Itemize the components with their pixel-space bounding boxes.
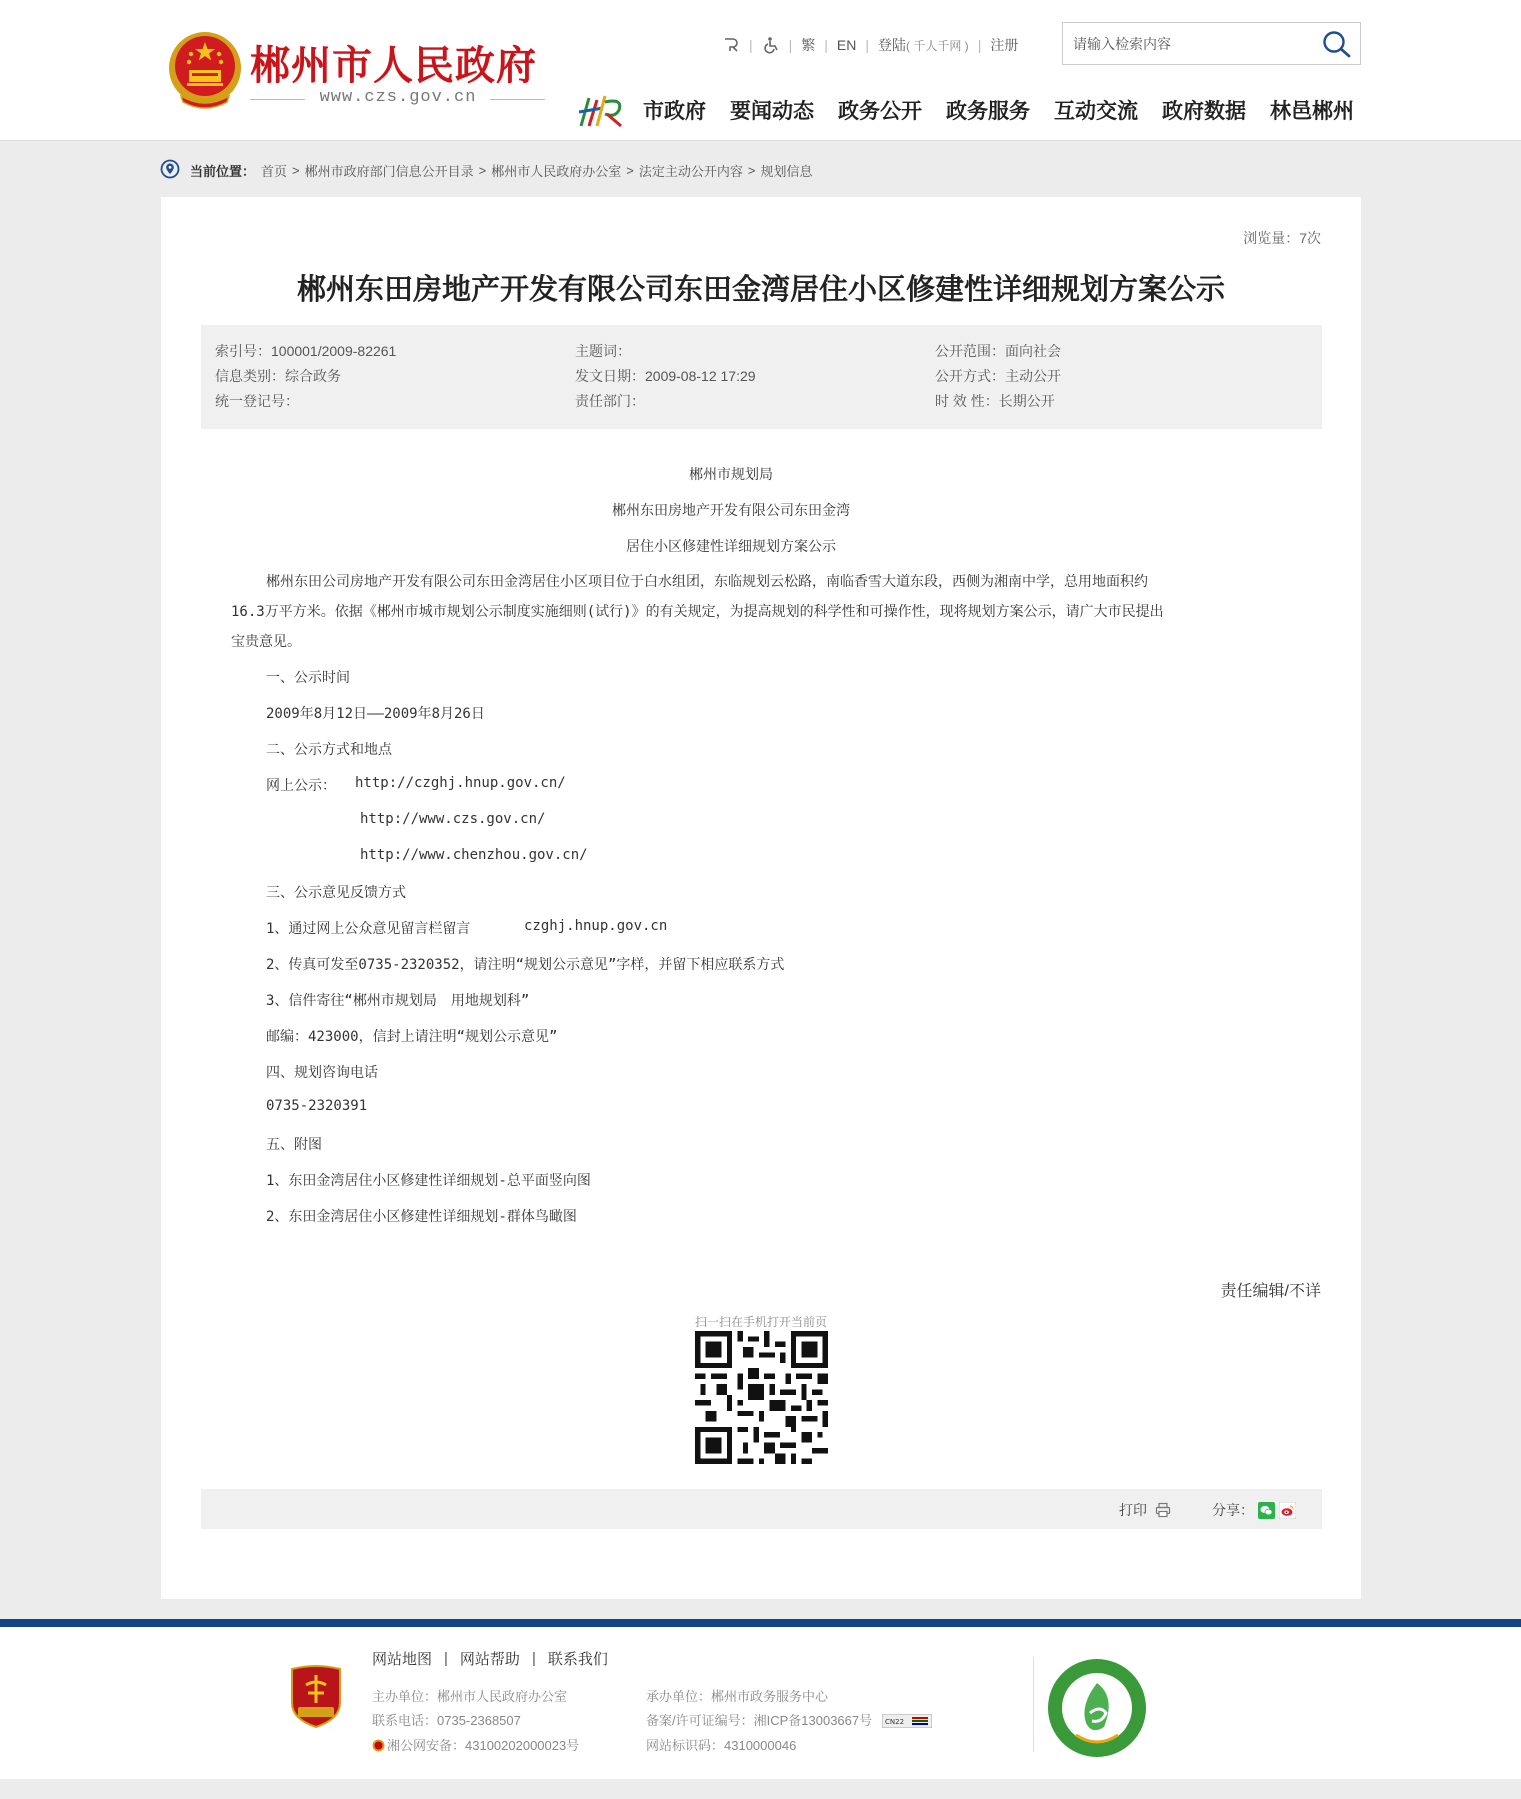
breadcrumb-item-directory[interactable]: 郴州市政府部门信息公开目录 [304, 163, 474, 179]
footer-accent-bar [0, 1619, 1521, 1627]
breadcrumb [160, 159, 812, 181]
separator: | [824, 37, 828, 53]
accessibility-reader-icon[interactable] [722, 36, 740, 54]
icp-badge-icon [882, 1714, 932, 1728]
city-logo-icon [575, 88, 627, 132]
login-link[interactable]: 登陆 [878, 37, 907, 53]
breadcrumb-item-statutory[interactable]: 法定主动公开内容 [638, 163, 743, 179]
footer-police[interactable]: 湘公网安备：43100202000023号 [387, 1738, 580, 1753]
breadcrumb-item-planning[interactable]: 规划信息 [760, 163, 813, 179]
link-url[interactable]: http://czghj.hnup.gov.cn/ [355, 775, 566, 791]
body-paragraph-line: 郴州东田公司房地产开发有限公司东田金湾居住小区项目位于白水组团，东临规划云松路，南临香雪大道东段，西侧为湘南中学，总用地面积约 [266, 574, 1148, 590]
nav-item-government-data[interactable]: 政府数据 [1162, 99, 1246, 123]
meta-category: 信息类别：综合政务 [215, 368, 341, 384]
divider-line [250, 99, 305, 100]
nav-item-city-government[interactable]: 市政府 [643, 99, 706, 123]
footer-links [372, 1648, 608, 1669]
link-url[interactable]: czghj.hnup.gov.cn [524, 918, 668, 934]
body-text: 2、传真可发至0735-2320352，请注明“规划公示意见”字样，并留下相应联系方式 [266, 957, 785, 973]
party-government-badge-icon[interactable] [288, 1663, 344, 1729]
breadcrumb-separator: > [292, 162, 300, 178]
site-url-row [250, 88, 545, 110]
link-url[interactable]: http://www.chenzhou.gov.cn/ [360, 847, 588, 863]
meta-department: 责任部门： [575, 393, 645, 409]
section-heading: 四、规划咨询电话 [266, 1065, 378, 1081]
breadcrumb-separator: > [747, 162, 756, 178]
footer-undertaker: 承办单位：郴州市政务服务中心 [646, 1689, 829, 1704]
nav-item-news[interactable]: 要闻动态 [730, 99, 814, 123]
article-title: 郴州东田房地产开发有限公司东田金湾居住小区修建性详细规划方案公示 [296, 272, 1225, 306]
meta-reg-no: 统一登记号： [215, 393, 299, 409]
body-text: 2009年8月12日——2009年8月26日 [266, 706, 485, 722]
site-header [0, 0, 1521, 141]
qr-label: 扫一扫在手机打开当前页 [694, 1315, 827, 1329]
body-text: 0735-2320391 [266, 1098, 368, 1114]
section-heading: 一、公示时间 [266, 670, 350, 686]
breadcrumb-label: 当前位置： [190, 163, 256, 179]
meta-validity: 时 效 性：长期公开 [935, 393, 1055, 409]
breadcrumb-item-office[interactable]: 郴州市人民政府办公室 [491, 163, 622, 179]
printer-icon [1155, 1502, 1171, 1518]
national-emblem-icon[interactable] [167, 26, 243, 112]
civilization-city-logo-icon[interactable] [1046, 1657, 1148, 1759]
body-subtitle: 郴州东田房地产开发有限公司东田金湾 [612, 503, 850, 519]
login-note: ( 千人千网 ) [906, 38, 969, 53]
body-paragraph-line: 宝贵意见。 [231, 634, 301, 650]
separator: | [865, 37, 870, 53]
english-link[interactable]: EN [836, 37, 857, 53]
meta-index-no: 索引号：100001/2009-82261 [215, 343, 397, 359]
article-toolbar [201, 1489, 1322, 1529]
breadcrumb-item-home[interactable]: 首页 [261, 163, 288, 179]
print-label: 打印 [1119, 1502, 1147, 1518]
site-title[interactable]: 郴州市人民政府 [250, 43, 537, 89]
section-heading: 三、公示意见反馈方式 [266, 885, 406, 901]
separator: | [444, 1650, 448, 1667]
print-button[interactable] [1119, 1500, 1171, 1520]
meta-issue-date: 发文日期：2009-08-12 17:29 [575, 368, 756, 384]
link-url[interactable]: http://www.czs.gov.cn/ [360, 811, 546, 827]
body-text: 邮编：423000，信封上请注明“规划公示意见” [266, 1029, 558, 1045]
breadcrumb-separator: > [626, 162, 634, 178]
body-text: 3、信件寄往“郴州市规划局 用地规划科” [266, 993, 530, 1009]
divider-line [490, 99, 545, 100]
footer-icp-row [646, 1710, 932, 1729]
qr-code-icon [695, 1331, 828, 1464]
nav-item-linyi-chenzhou[interactable]: 林邑郴州 [1270, 99, 1354, 123]
wechat-icon[interactable] [1258, 1502, 1275, 1519]
article-panel [161, 197, 1361, 1599]
footer-icp[interactable]: 备案/许可证编号：湘ICP备13003667号 [646, 1713, 873, 1728]
attachment-link[interactable]: 1、东田金湾居住小区修建性详细规划-总平面竖向图 [266, 1173, 591, 1189]
footer-police-row [372, 1735, 579, 1754]
location-pin-icon [160, 159, 180, 181]
body-org: 郴州市规划局 [689, 467, 773, 483]
register-link[interactable]: 注册 [990, 37, 1019, 53]
top-utility-bar [722, 34, 1018, 56]
main-nav [575, 90, 1354, 130]
weibo-icon[interactable] [1279, 1502, 1296, 1519]
footer-site-id: 网站标识码：4310000046 [646, 1738, 797, 1753]
separator: | [749, 37, 753, 53]
section-heading: 二、公示方式和地点 [266, 742, 392, 758]
traditional-chinese-link[interactable]: 繁 [801, 37, 816, 53]
footer-divider [1033, 1657, 1034, 1752]
section-heading: 五、附图 [266, 1137, 322, 1153]
attachment-link[interactable]: 2、东田金湾居住小区修建性详细规划-群体鸟瞰图 [266, 1209, 577, 1225]
view-count: 浏览量：7次 [1243, 230, 1321, 246]
separator: | [788, 37, 793, 53]
footer-phone: 联系电话：0735-2368507 [372, 1713, 521, 1728]
footer-link-sitemap[interactable]: 网站地图 [372, 1651, 433, 1668]
separator: | [531, 1650, 536, 1667]
body-text: 网上公示： [266, 778, 336, 794]
share-label: 分享： [1212, 1502, 1254, 1518]
meta-keywords: 主题词： [575, 343, 631, 359]
search-icon[interactable] [1322, 30, 1352, 58]
search-box [1062, 22, 1361, 65]
site-url: www.czs.gov.cn [319, 88, 477, 107]
search-input[interactable] [1063, 23, 1313, 64]
site-footer [0, 1627, 1521, 1779]
responsible-editor: 责任编辑/不详 [1220, 1283, 1321, 1300]
nav-item-government-affairs-open[interactable]: 政务公开 [838, 99, 922, 123]
nav-item-government-services[interactable]: 政务服务 [946, 99, 1030, 123]
meta-scope: 公开范围：面向社会 [935, 343, 1061, 359]
meta-method: 公开方式：主动公开 [935, 368, 1061, 384]
body-text: 1、通过网上公众意见留言栏留言 [266, 921, 471, 937]
breadcrumb-separator: > [478, 162, 487, 178]
body-paragraph-line: 16.3万平方米。依据《郴州市城市规划公示制度实施细则(试行)》的有关规定，为提高规划的科学性和可操作性，现将规划方案公示，请广大市民提出 [231, 604, 1164, 620]
footer-sponsor: 主办单位：郴州市人民政府办公室 [372, 1689, 568, 1704]
separator: | [977, 37, 982, 53]
nav-item-interaction[interactable]: 互动交流 [1054, 99, 1138, 123]
svg-text:CN22: CN22 [884, 1718, 904, 1726]
footer-link-help[interactable]: 网站帮助 [459, 1651, 520, 1668]
police-badge-icon [372, 1739, 385, 1752]
wheelchair-icon[interactable] [762, 36, 780, 54]
body-subtitle: 居住小区修建性详细规划方案公示 [626, 539, 836, 555]
share-section [1212, 1500, 1296, 1520]
footer-link-contact[interactable]: 联系我们 [547, 1651, 608, 1668]
article-meta-box [201, 325, 1322, 429]
